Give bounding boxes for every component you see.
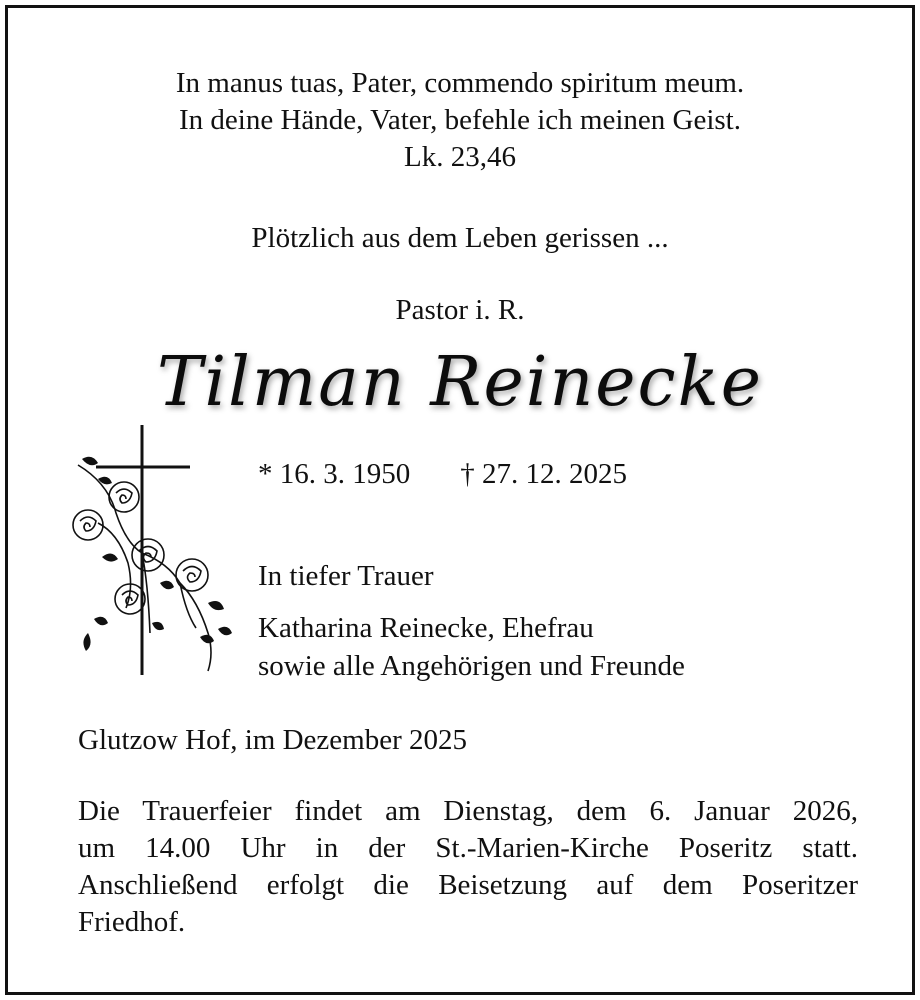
signer-line: sowie alle Angehörigen und Freunde: [258, 650, 685, 682]
obituary-frame: [5, 5, 915, 995]
place-date: Glutzow Hof, im Dezember 2025: [78, 724, 467, 756]
deceased-title: Pastor i. R.: [395, 294, 525, 326]
signers-block: [258, 609, 685, 685]
deceased-name: Tilman Reinecke: [156, 343, 764, 422]
verse-german: In deine Hände, Vater, befehle ich meinen Geist.: [179, 104, 741, 136]
mourning-line: In tiefer Trauer: [258, 560, 434, 592]
funeral-line: Friedhof.: [78, 906, 186, 938]
funeral-line: Die Trauerfeier findet am Dienstag, dem 6. Januar 2026,: [78, 795, 858, 827]
signer-line: Katharina Reinecke, Ehefrau: [258, 612, 594, 644]
life-dates: [258, 456, 627, 493]
death-date: † 27. 12. 2025: [460, 458, 627, 490]
cross-with-roses-icon: [68, 423, 238, 683]
verse-reference: Lk. 23,46: [404, 141, 516, 173]
intro-line: Plötzlich aus dem Leben gerissen ...: [251, 222, 669, 254]
funeral-notice: [78, 793, 858, 941]
funeral-line: Anschließend erfolgt die Beisetzung auf dem Poseritzer: [78, 869, 858, 901]
scripture-verse: [8, 65, 912, 176]
funeral-line: um 14.00 Uhr in der St.-Marien-Kirche Poseritz statt.: [78, 832, 858, 864]
birth-date: * 16. 3. 1950: [258, 458, 411, 490]
verse-latin: In manus tuas, Pater, commendo spiritum meum.: [175, 67, 745, 99]
